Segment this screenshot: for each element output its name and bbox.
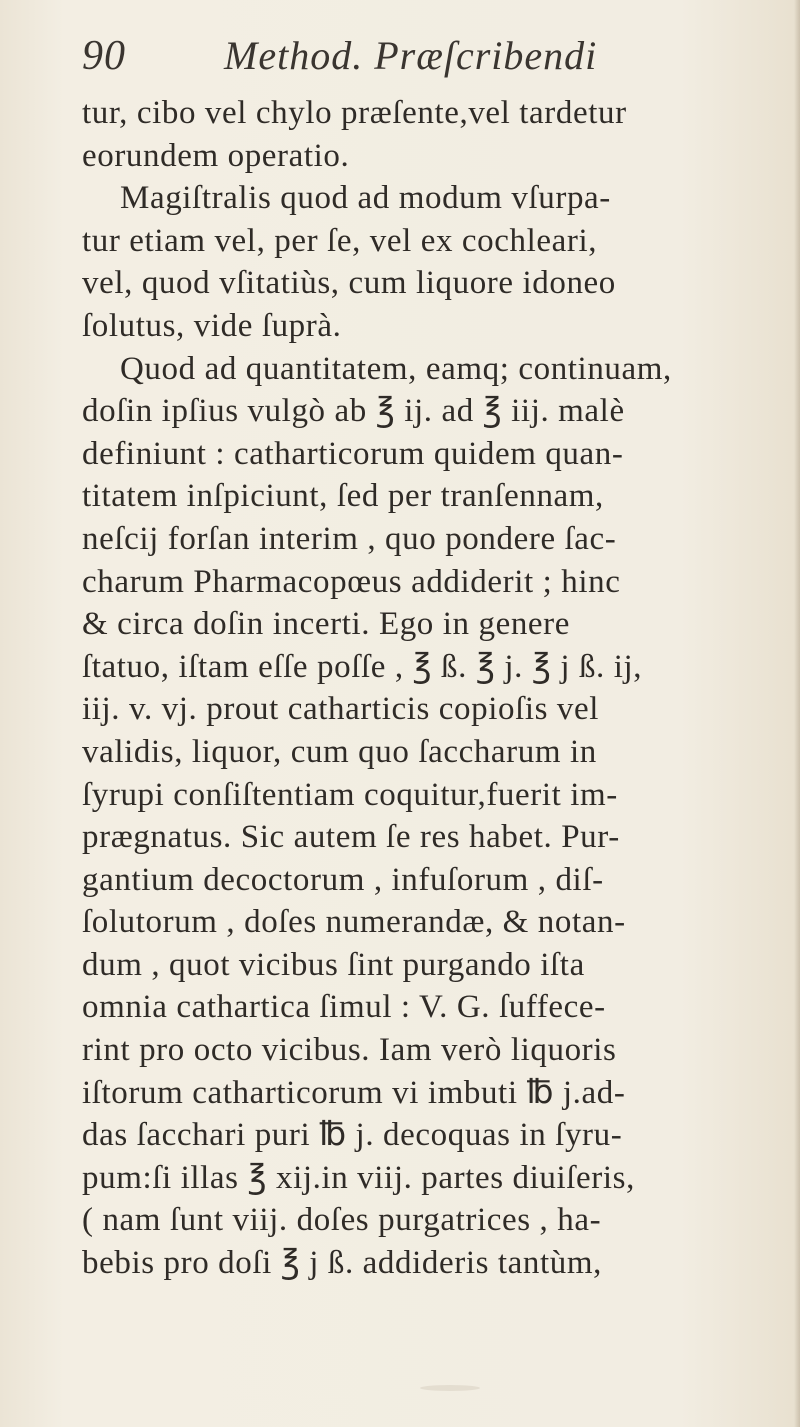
text-line: tur, cibo vel chylo præſente,vel tardetur — [82, 95, 627, 131]
text-line: tur etiam vel, per ſe, vel ex cochleari, — [82, 222, 598, 259]
text-line: ſtatuo, iſtam eſſe poſſe , ℥ ß. ℥ j. ℥ j ß. ij, — [82, 648, 643, 685]
text-line: das ſacchari puri ℔ j. decoquas in ſyru- — [82, 1117, 623, 1154]
text-line: charum Pharmacopœus addiderit ; hinc — [82, 563, 621, 600]
text-line: doſin ipſius vulgò ab ℥ ij. ad ℥ iij. malè — [82, 393, 625, 430]
running-title: Method. Præſcribendi — [224, 33, 598, 78]
text-line: Quod ad quantitatem, eamq; continuam, — [120, 350, 672, 387]
text-line: iij. v. vj. prout catharticis copioſis vel — [82, 691, 600, 728]
text-line: bebis pro doſi ℥ j ß. addideris tantùm, — [82, 1245, 602, 1282]
text-line: Magiſtralis quod ad modum vſurpa- — [120, 180, 611, 217]
text-line: rint pro octo vicibus. Iam verò liquoris — [82, 1032, 617, 1069]
text-line: ( nam ſunt viij. doſes purgatrices , ha- — [82, 1202, 602, 1239]
text-line: neſcij forſan interim , quo pondere ſac- — [82, 520, 617, 557]
text-line: definiunt : catharticorum quidem quan- — [82, 435, 624, 472]
text-line: iſtorum catharticorum vi imbuti ℔ j.ad- — [82, 1074, 626, 1111]
text-line: ſolutorum , doſes numerandæ, & notan- — [82, 904, 626, 941]
text-line: gantium decoctorum , infuſorum , diſ- — [82, 861, 604, 898]
text-line: omnia cathartica ſimul : V. G. ſuffece- — [82, 989, 606, 1026]
text-line: vel, quod vſitatiùs, cum liquore idoneo — [82, 265, 616, 302]
text-line: titatem inſpiciunt, ſed per tranſennam, — [82, 478, 604, 515]
page-edge-shadow — [794, 0, 800, 1427]
text-line: eorundem operatio. — [82, 137, 350, 174]
page-number: 90 — [82, 33, 126, 79]
body-text — [82, 92, 772, 1285]
text-line: dum , quot vicibus ſint purgando iſta — [82, 946, 585, 983]
text-line: prægnatus. Sic autem ſe res habet. Pur- — [82, 819, 620, 856]
text-line: ſolutus, vide ſuprà. — [82, 307, 342, 344]
ink-smudge — [420, 1385, 480, 1391]
text-line: ſyrupi conſiſtentiam coquitur,fuerit im- — [82, 776, 618, 813]
page-header — [82, 30, 722, 86]
text-line: pum:ſi illas ℥ xij.in viij. partes diuiſeris, — [82, 1159, 635, 1196]
text-line: & circa doſin incerti. Ego in genere — [82, 606, 570, 643]
text-line: validis, liquor, cum quo ſaccharum in — [82, 733, 597, 770]
